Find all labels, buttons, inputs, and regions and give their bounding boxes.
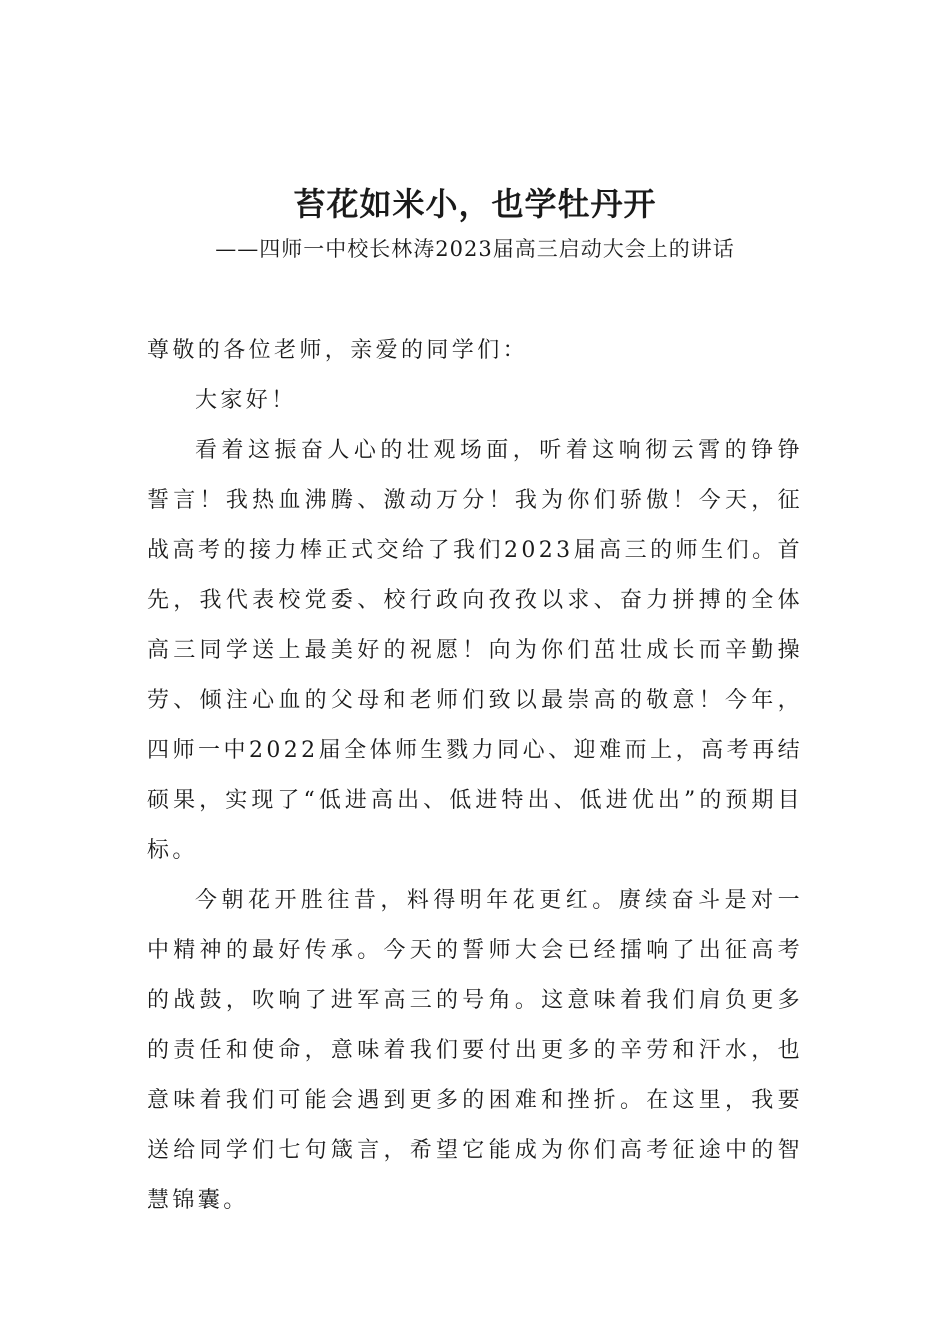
document-title: 苔花如米小，也学牡丹开 — [293, 185, 657, 223]
salutation: 尊敬的各位老师，亲爱的同学们： — [147, 338, 529, 363]
paragraph: 看着这振奋人心的壮观场面，听着这响彻云霄的铮铮誓言！我热血沸腾、激动万分！我为你们骄傲！今天，征战高考的接力棒正式交给了我们2023届高三的师生们。首先，我代表校党委、校行政向孜孜以求、奋力拼搏的全体高三同学送上最美好的祝愿！向为你们茁壮成长而辛勤操劳、倾注心血的父母和老师们致以最崇高的敬意！今年，四师一中2022届全体师生戮力同心、迎难而上，高考再结硕果，实现了“低进高出、低进特出、低进优出”的预期目标。 — [147, 438, 803, 863]
document-subtitle: ——四师一中校长林涛2023届高三启动大会上的讲话 — [215, 237, 735, 261]
greeting: 大家好！ — [195, 388, 297, 413]
document-body — [147, 326, 803, 1226]
paragraph: 今朝花开胜往昔，料得明年花更红。赓续奋斗是对一中精神的最好传承。今天的誓师大会已经擂响了出征高考的战鼓，吹响了进军高三的号角。这意味着我们肩负更多的责任和使命，意味着我们要付出更多的辛劳和汗水，也意味着我们可能会遇到更多的困难和挫折。在这里，我要送给同学们七句箴言，希望它能成为你们高考征途中的智慧锦囊。 — [147, 888, 803, 1213]
